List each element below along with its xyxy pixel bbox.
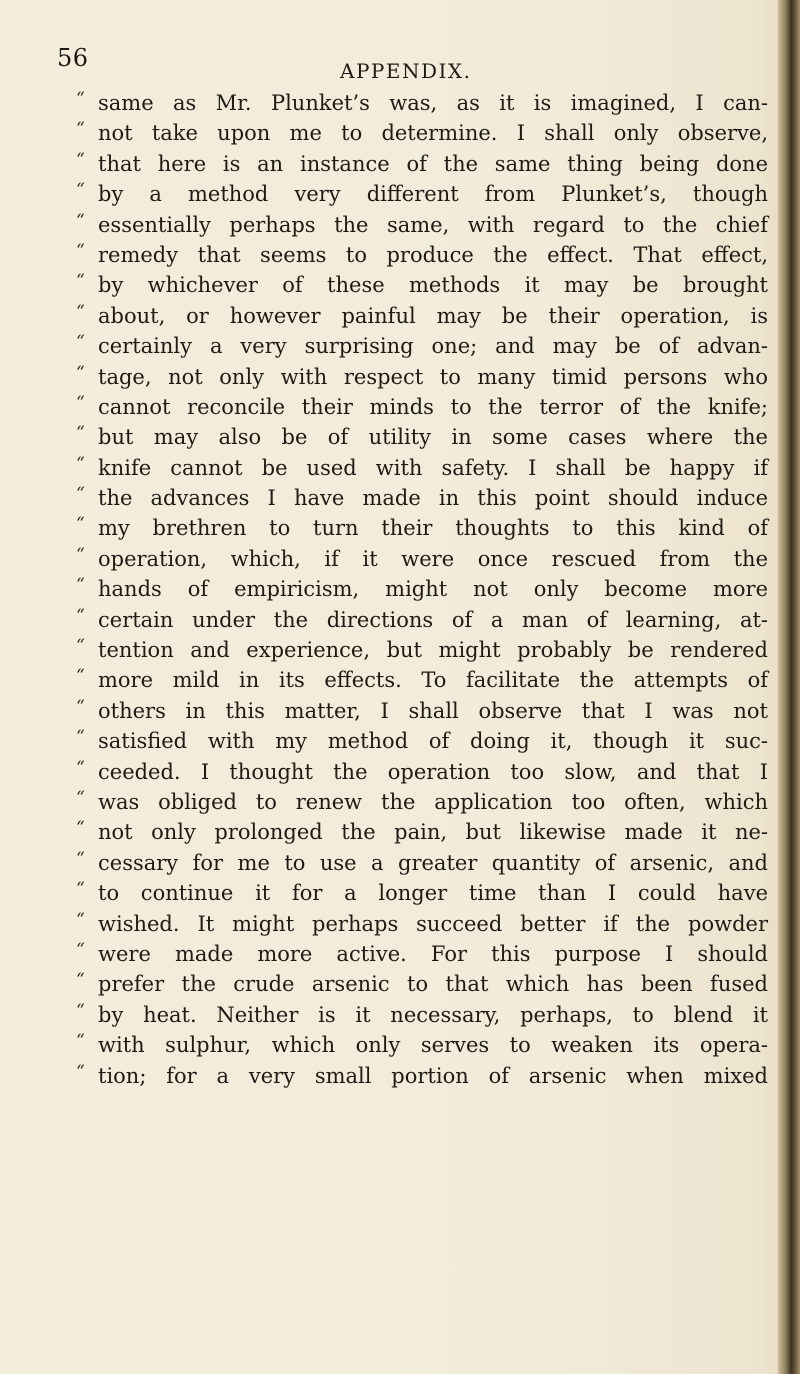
text-line xyxy=(76,665,768,695)
line-text: remedy that seems to produce the effect. That effect, xyxy=(98,242,768,267)
quotation-mark: “ xyxy=(76,909,85,930)
text-line xyxy=(76,453,768,483)
text-line xyxy=(76,483,768,513)
quotation-mark: “ xyxy=(76,636,85,657)
quotation-mark: “ xyxy=(76,240,85,261)
running-head: APPENDIX. xyxy=(340,59,472,83)
quotation-mark: “ xyxy=(76,271,85,292)
line-text: by a method very different from Plunket’s, though xyxy=(98,182,768,207)
quotation-mark: “ xyxy=(76,666,85,687)
line-text: not only prolonged the pain, but likewise made it ne- xyxy=(98,820,768,845)
line-text: same as Mr. Plunket’s was, as it is imagined, I can- xyxy=(98,91,768,115)
text-line xyxy=(76,817,768,847)
quotation-mark: “ xyxy=(76,787,85,808)
quotation-mark: “ xyxy=(76,605,85,626)
line-text: to continue it for a longer time than I could have xyxy=(98,881,768,906)
quotation-mark: “ xyxy=(76,939,85,960)
line-text: with sulphur, which only serves to weaken its opera- xyxy=(98,1033,768,1058)
text-line xyxy=(76,726,768,756)
text-line xyxy=(76,574,768,604)
quotation-mark: “ xyxy=(76,1000,85,1021)
line-text: that here is an instance of the same thing being done xyxy=(98,151,768,176)
text-line xyxy=(76,88,768,118)
text-line xyxy=(76,787,768,817)
line-text: my brethren to turn their thoughts to this kind of xyxy=(98,516,768,541)
text-line xyxy=(76,362,768,392)
text-line xyxy=(76,939,768,969)
text-line xyxy=(76,1061,768,1091)
text-line xyxy=(76,757,768,787)
quotation-mark: “ xyxy=(76,1061,85,1082)
line-text: knife cannot be used with safety. I shall be happy if xyxy=(98,455,768,480)
text-line xyxy=(76,392,768,422)
text-line xyxy=(76,301,768,331)
line-text: tage, not only with respect to many timid persons who xyxy=(98,364,768,389)
line-text: certain under the directions of a man of learning, at- xyxy=(98,607,768,632)
line-text: by heat. Neither is it necessary, perhaps, to blend it xyxy=(98,1002,768,1027)
page-number: 56 xyxy=(57,44,89,72)
line-text: not take upon me to determine. I shall only observe, xyxy=(98,121,768,146)
quotation-mark: “ xyxy=(76,1031,85,1052)
line-text: were made more active. For this purpose I should xyxy=(98,941,768,966)
quotation-mark: “ xyxy=(76,818,85,839)
quotation-mark: “ xyxy=(76,514,85,535)
text-line xyxy=(76,331,768,361)
line-text: others in this matter, I shall observe that I was not xyxy=(98,698,768,723)
text-line xyxy=(76,605,768,635)
quotation-mark: “ xyxy=(76,575,85,596)
text-line xyxy=(76,179,768,209)
text-line xyxy=(76,696,768,726)
quotation-mark: “ xyxy=(76,180,85,201)
text-line xyxy=(76,240,768,270)
quotation-mark: “ xyxy=(76,848,85,869)
quotation-mark: “ xyxy=(76,392,85,413)
line-text: cannot reconcile their minds to the terror of the knife; xyxy=(98,394,768,419)
line-text: the advances I have made in this point should induce xyxy=(98,486,768,511)
quotation-mark: “ xyxy=(76,119,85,140)
line-text: but may also be of utility in some cases where the xyxy=(98,425,768,450)
text-line xyxy=(76,635,768,665)
quotation-mark: “ xyxy=(76,879,85,900)
quotation-mark: “ xyxy=(76,484,85,505)
body-text xyxy=(76,88,768,1091)
text-line xyxy=(76,270,768,300)
quotation-mark: “ xyxy=(76,727,85,748)
quotation-mark: “ xyxy=(76,970,85,991)
line-text: more mild in its effects. To facilitate the attempts of xyxy=(98,668,768,693)
quotation-mark: “ xyxy=(76,89,85,109)
line-text: was obliged to renew the application too often, which xyxy=(98,789,768,814)
line-text: by whichever of these methods it may be brought xyxy=(98,273,768,298)
quotation-mark: “ xyxy=(76,696,85,717)
quotation-mark: “ xyxy=(76,423,85,444)
line-text: cessary for me to use a greater quantity of arsenic, and xyxy=(98,850,768,875)
quotation-mark: “ xyxy=(76,301,85,322)
line-text: ceeded. I thought the operation too slow, and that I xyxy=(98,759,768,784)
line-text: satisfied with my method of doing it, though it suc- xyxy=(98,729,768,754)
page-binding-edge xyxy=(778,0,800,1374)
line-text: tion; for a very small portion of arsenic when mixed xyxy=(98,1063,768,1088)
text-line xyxy=(76,544,768,574)
line-text: essentially perhaps the same, with regard to the chief xyxy=(98,212,768,237)
page-header xyxy=(57,44,757,84)
quotation-mark: “ xyxy=(76,544,85,565)
text-line xyxy=(76,118,768,148)
text-line xyxy=(76,1030,768,1060)
quotation-mark: “ xyxy=(76,362,85,383)
line-text: wished. It might perhaps succeed better if the powder xyxy=(98,911,768,936)
line-text: certainly a very surprising one; and may be of advan- xyxy=(98,334,768,359)
quotation-mark: “ xyxy=(76,210,85,231)
text-line xyxy=(76,422,768,452)
text-line xyxy=(76,210,768,240)
line-text: tention and experience, but might probably be rendered xyxy=(98,638,768,663)
text-line xyxy=(76,1000,768,1030)
quotation-mark: “ xyxy=(76,149,85,170)
line-text: hands of empiricism, might not only become more xyxy=(98,577,768,602)
quotation-mark: “ xyxy=(76,453,85,474)
text-line xyxy=(76,969,768,999)
text-line xyxy=(76,878,768,908)
text-line xyxy=(76,909,768,939)
quotation-mark: “ xyxy=(76,332,85,353)
quotation-mark: “ xyxy=(76,757,85,778)
text-line xyxy=(76,848,768,878)
line-text: prefer the crude arsenic to that which has been fused xyxy=(98,972,768,997)
line-text: about, or however painful may be their operation, is xyxy=(98,303,768,328)
text-line xyxy=(76,149,768,179)
line-text: operation, which, if it were once rescued from the xyxy=(98,546,768,571)
text-line xyxy=(76,513,768,543)
